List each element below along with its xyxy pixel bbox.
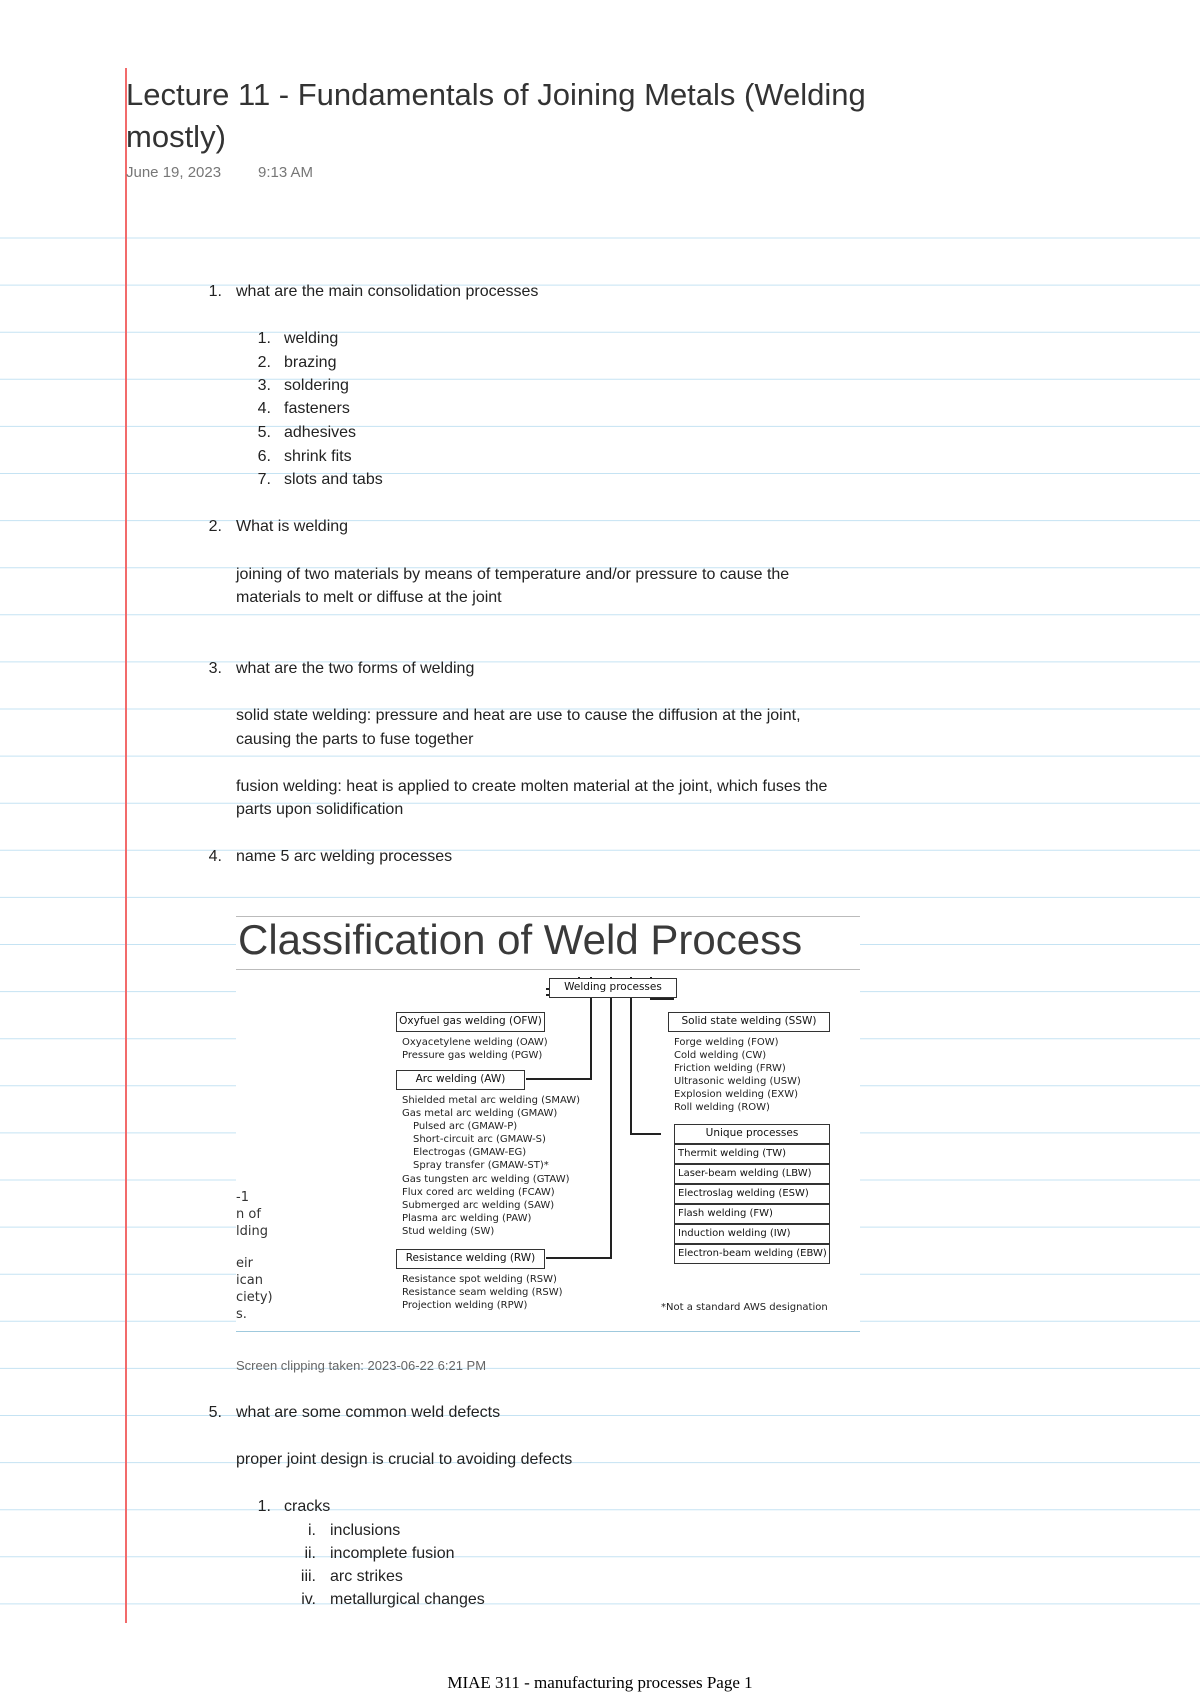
q5-subitem-number: iv. bbox=[301, 1591, 316, 1608]
rw-item: Resistance seam welding (RSW) bbox=[402, 1287, 563, 1298]
q5-subitem: incomplete fusion bbox=[330, 1545, 455, 1562]
q5-subitem: metallurgical changes bbox=[330, 1591, 485, 1608]
ssw-item: Forge welding (FOW) bbox=[674, 1037, 779, 1048]
rw-item: Resistance spot welding (RSW) bbox=[402, 1274, 557, 1285]
unique-item: Electroslag welding (ESW) bbox=[674, 1184, 830, 1204]
unique-box: Unique processes bbox=[674, 1124, 830, 1144]
q1-item: shrink fits bbox=[284, 448, 352, 465]
q1-number: 1. bbox=[208, 283, 222, 300]
q3-number: 3. bbox=[208, 660, 222, 677]
q3-fusion-line: fusion welding: heat is applied to create molten material at the joint, which fuses the bbox=[236, 778, 828, 795]
aw-subitem: Short-circuit arc (GMAW-S) bbox=[413, 1134, 546, 1145]
cropped-caption-fragment: n of bbox=[236, 1207, 261, 1222]
aw-item: Stud welding (SW) bbox=[402, 1226, 495, 1237]
figure-title: Classification of Weld Process bbox=[238, 916, 803, 963]
q5-text: what are some common weld defects bbox=[236, 1404, 501, 1421]
q2-text: What is welding bbox=[236, 518, 349, 535]
aw-item: Gas tungsten arc welding (GTAW) bbox=[402, 1174, 570, 1185]
ssw-item: Friction welding (FRW) bbox=[674, 1063, 786, 1074]
ssw-item: Roll welding (ROW) bbox=[674, 1102, 770, 1113]
margin-line bbox=[125, 68, 127, 1623]
q1-item-number: 2. bbox=[257, 354, 271, 371]
q1-item: slots and tabs bbox=[284, 471, 383, 488]
q3-text: what are the two forms of welding bbox=[236, 660, 475, 677]
rw-item: Projection welding (RPW) bbox=[402, 1300, 528, 1311]
ssw-box: Solid state welding (SSW) bbox=[668, 1012, 830, 1032]
aw-item: Gas metal arc welding (GMAW) bbox=[402, 1108, 558, 1119]
page-title: Lecture 11 - Fundamentals of Joining Metals (Welding mostly) bbox=[126, 77, 866, 154]
q4-text: name 5 arc welding processes bbox=[236, 848, 453, 865]
aw-item: Shielded metal arc welding (SMAW) bbox=[402, 1095, 581, 1106]
unique-item: Electron-beam welding (EBW) bbox=[674, 1244, 830, 1264]
aw-subitem: Electrogas (GMAW-EG) bbox=[413, 1147, 527, 1158]
q1-item-number: 5. bbox=[257, 424, 271, 441]
figure-bottom-rule bbox=[236, 1331, 860, 1332]
q5-subitem: arc strikes bbox=[330, 1568, 403, 1585]
aw-item: Flux cored arc welding (FCAW) bbox=[402, 1187, 555, 1198]
aw-subitem: Pulsed arc (GMAW-P) bbox=[413, 1121, 518, 1132]
q1-item-number: 1. bbox=[257, 330, 271, 347]
q1-item: adhesives bbox=[284, 424, 357, 441]
q1-item-number: 7. bbox=[257, 471, 271, 488]
ofw-box: Oxyfuel gas welding (OFW) bbox=[396, 1012, 545, 1032]
aw-item: Submerged arc welding (SAW) bbox=[402, 1200, 555, 1211]
q2-answer-line: materials to melt or diffuse at the joint bbox=[236, 589, 502, 606]
q5-subitem-number: iii. bbox=[300, 1568, 316, 1585]
figure-footnote: *Not a standard AWS designation bbox=[661, 1302, 828, 1313]
q5-item: cracks bbox=[284, 1498, 331, 1515]
q1-text: what are the main consolidation processes bbox=[236, 283, 539, 300]
q3-solid-line: solid state welding: pressure and heat are use to cause the diffusion at the joint, bbox=[236, 707, 801, 724]
unique-item: Thermit welding (TW) bbox=[674, 1144, 830, 1164]
q3-fusion-line: parts upon solidification bbox=[236, 801, 404, 818]
aw-box: Arc welding (AW) bbox=[396, 1070, 525, 1090]
q5-item-number: 1. bbox=[257, 1498, 271, 1515]
rw-box: Resistance welding (RW) bbox=[396, 1249, 545, 1269]
q5-note: proper joint design is crucial to avoiding defects bbox=[236, 1451, 573, 1468]
cropped-caption-fragment: ican bbox=[236, 1273, 263, 1288]
cropped-caption-fragment: eir bbox=[236, 1256, 253, 1271]
q1-item-number: 6. bbox=[257, 448, 271, 465]
aw-subitem: Spray transfer (GMAW-ST)* bbox=[413, 1160, 549, 1171]
unique-item: Induction welding (IW) bbox=[674, 1224, 830, 1244]
ofw-item: Oxyacetylene welding (OAW) bbox=[402, 1037, 548, 1048]
unique-item: Flash welding (FW) bbox=[674, 1204, 830, 1224]
ssw-item: Ultrasonic welding (USW) bbox=[674, 1076, 801, 1087]
unique-item: Laser-beam welding (LBW) bbox=[674, 1164, 830, 1184]
q1-item-number: 3. bbox=[257, 377, 271, 394]
page-time: 9:13 AM bbox=[258, 164, 314, 181]
q1-item: soldering bbox=[284, 377, 349, 394]
aw-item: Plasma arc welding (PAW) bbox=[402, 1213, 532, 1224]
q2-answer-line: joining of two materials by means of temperature and/or pressure to cause the bbox=[236, 566, 790, 583]
weld-process-figure bbox=[236, 916, 860, 1336]
cropped-caption-fragment: -1 bbox=[236, 1190, 249, 1205]
q1-item: fasteners bbox=[284, 400, 350, 417]
ofw-item: Pressure gas welding (PGW) bbox=[402, 1050, 543, 1061]
cropped-caption-fragment: ciety) bbox=[236, 1290, 273, 1305]
q5-subitem-number: i. bbox=[308, 1522, 316, 1539]
root-box: Welding processes bbox=[549, 978, 677, 998]
q5-subitem-number: ii. bbox=[304, 1545, 316, 1562]
screen-clipping-note: Screen clipping taken: 2023-06-22 6:21 PM bbox=[236, 1358, 487, 1373]
ssw-item: Cold welding (CW) bbox=[674, 1050, 767, 1061]
page-date: June 19, 2023 bbox=[126, 164, 222, 181]
cropped-caption-fragment: s. bbox=[236, 1307, 247, 1322]
q1-item: welding bbox=[284, 330, 339, 347]
q5-number: 5. bbox=[208, 1404, 222, 1421]
q1-item: brazing bbox=[284, 354, 337, 371]
page-footer: MIAE 311 - manufacturing processes Page 1 bbox=[447, 1673, 753, 1692]
q5-subitem: inclusions bbox=[330, 1522, 401, 1539]
ssw-item: Explosion welding (EXW) bbox=[674, 1089, 799, 1100]
q2-number: 2. bbox=[208, 518, 222, 535]
q1-item-number: 4. bbox=[257, 400, 271, 417]
cropped-caption-fragment: lding bbox=[236, 1224, 268, 1239]
q4-number: 4. bbox=[208, 848, 222, 865]
q3-solid-line: causing the parts to fuse together bbox=[236, 731, 474, 748]
